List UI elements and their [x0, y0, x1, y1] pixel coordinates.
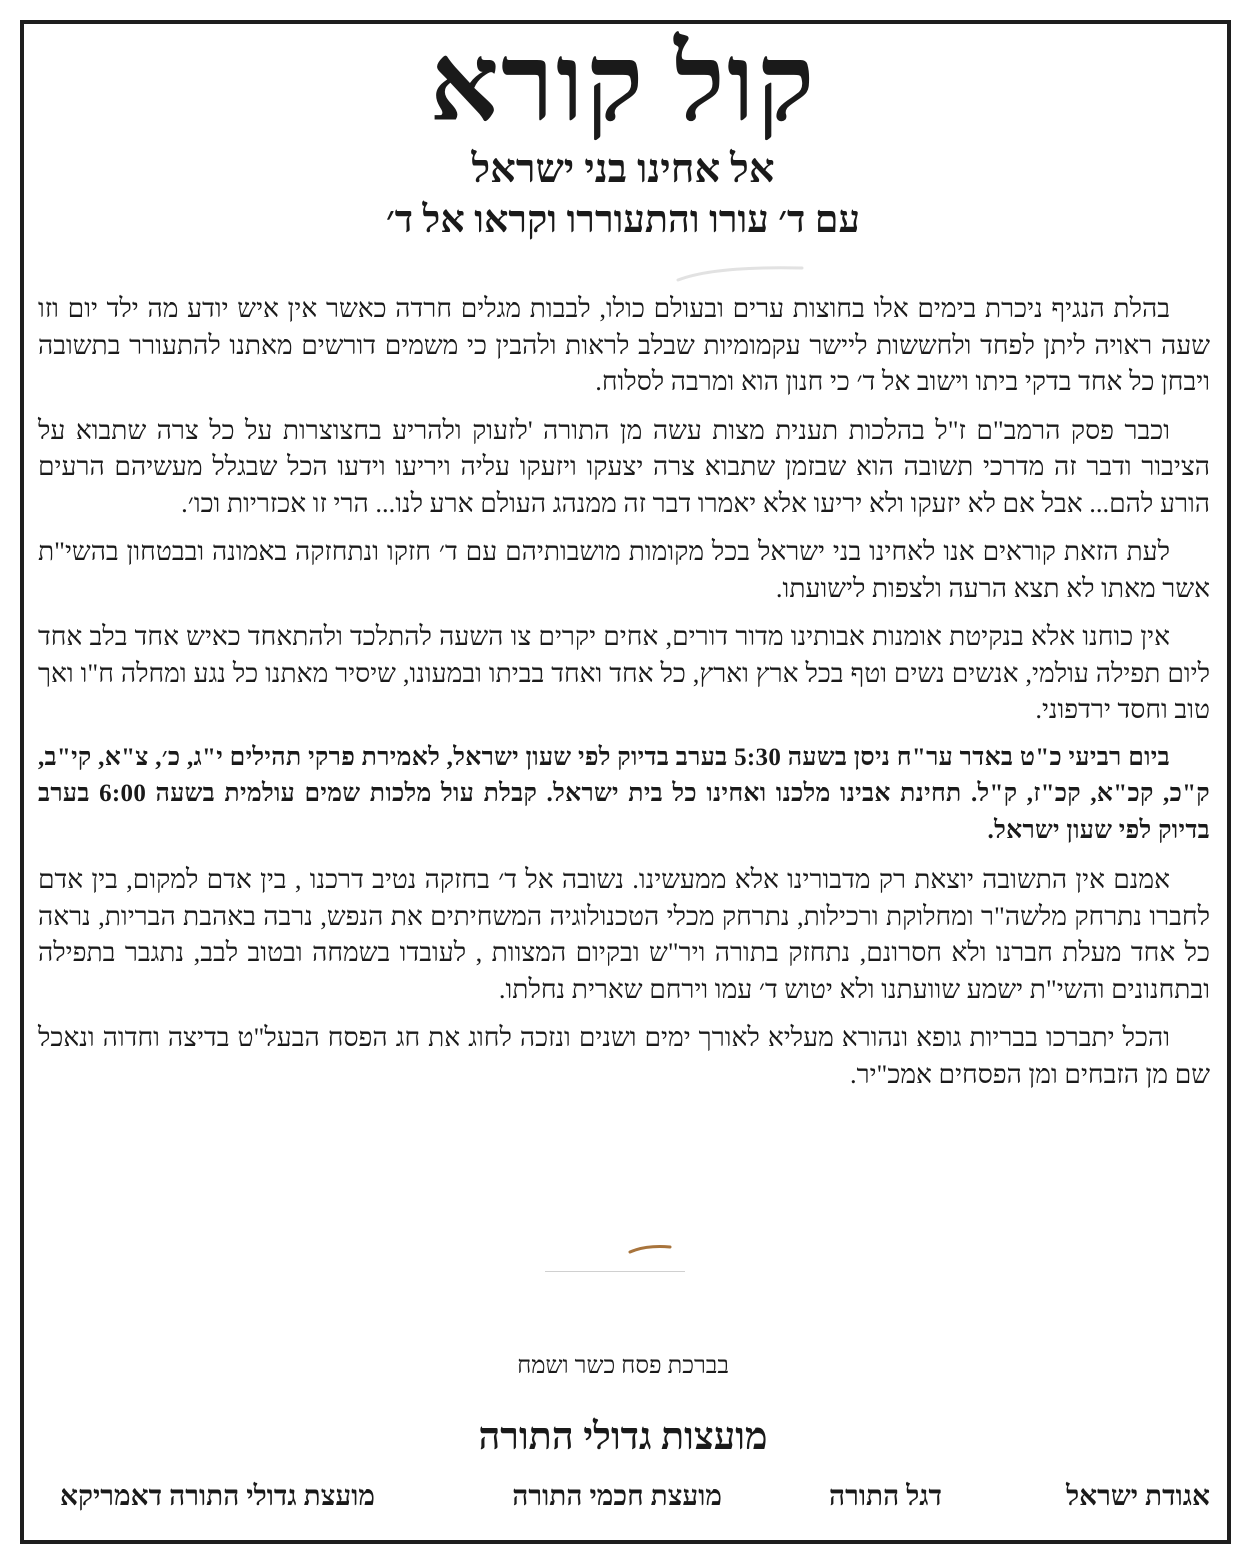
paragraph-unity: אין כוחנו אלא בנקיטת אומנות אבותינו מדור דורים, אחים יקרים צו השעה להתלכד ולהתאחד כאיש אחד בלב אחד ליום תפילה עולמי, אנשים נשים וטף בכל ארץ וארץ, כל אחד ואחד בביתו ובמעונו, שיסיר מאתנו כל נגע ומחלה ח"ו ואך טוב וחסד ירדפוני.: [38, 621, 1210, 724]
subtitle-call: עם ד׳ עורו והתעוררו וקראו אל ד׳: [386, 199, 860, 241]
decorative-curve-mark: [674, 262, 806, 282]
paragraph-rambam: וכבר פסק הרמב"ם ז"ל בהלכות תענית מצות עשה מן התורה 'לזעוק ולהריע בחצוצרות על כל צרה שתבוא על הציבור ודבר זה מדרכי תשובה הוא שבזמן שתבוא צרה יצעקו ויזעקו עליה ויריעו וידעו הכל שבגלל מעשיהם הרעים הורע להם... אבל אם לא יזעקו ולא יריעו אלא יאמרו דבר זה ממנהג העולם ארע לנו... הרי זו אכזריות וכו׳.: [38, 414, 1210, 518]
document-title: קול קורא: [429, 25, 817, 144]
paragraph-repentance: אמנם אין התשובה יוצאת רק מדבורינו אלא ממעשינו. נשובה אל ד׳ בחזקה נטיב דרכנו , בין אדם למקום, בין אדם לחברו נתרחק מלשה"ר ומחלוקת ורכילות, נתרחק מכלי הטכנולוגיה המשחיתים את הנפש, נרבה באהבת הבריות, נראה כל אחד מעלת חברנו ולא חסרונם, נתחזק בתורה ויר"ש ובקיום המצוות , לעובדו בשמחה ובטוב לבב, נתגבר בתפילה ובתחנונים והשי"ת ישמע שוועתנו ולא יטוש ד׳ עמו וירחם שארית נחלתו.: [38, 864, 1210, 1004]
pen-stroke-mark: [628, 1244, 672, 1254]
signatory-agudat-israel: אגודת ישראל: [1066, 1481, 1210, 1512]
paragraph-epidemic: בהלת הנגיף ניכרת בימים אלו בחוצות ערים ובעולם כולו, לבבות מגלים חרדה כאשר אין איש יודע מה ילד יום וזו שעה ראויה ליתן לפחד ולחששות ליישר עקמומיות שבלב לראות ולהבין כי משמים דורשים מאתנו להתעורר בתשובה ויבחן כל אחד בדקי ביתו וישוב אל ד׳ כי חנון הוא ומרבה לסלוח.: [38, 293, 1210, 396]
signatory-moetzet-gedolei-hatorah-america: מועצת גדולי התורה דאמריקא: [60, 1481, 375, 1512]
document-body: [38, 290, 1210, 1104]
signatory-degel-hatorah: דגל התורה: [828, 1481, 942, 1512]
paragraph-prayer-schedule: ביום רביעי כ"ט באדר ער"ח ניסן בשעה 5:30 בערב בדיוק לפי שעון ישראל, לאמירת פרקי תהילים י"ג, כ׳, צ"א, קי"ב, ק"כ, קכ"א, קכ"ז, ק"ל. תחינת אבינו מלכנו ואחינו כל בית ישראל. קבלת עול מלכות שמים עולמית בשעה 6:00 בערב בדיוק לפי שעון ישראל.: [38, 743, 1210, 844]
council-name: מועצות גדולי התורה: [478, 1416, 768, 1458]
signatory-moetzet-chachmei-hatorah: מועצת חכמי התורה: [512, 1481, 722, 1512]
subtitle-addressee: אל אחינו בני ישראל: [471, 146, 775, 191]
paragraph-blessing: והכל יתברכו בבריות גופא ונהורא מעליא לאורך ימים ושנים ונזכה לחוג את חג הפסח הבעל"ט בדיצה וחדוה ונאכל שם מן הזבחים ומן הפסחים אמכ"יר.: [38, 1022, 1210, 1089]
paragraph-call-to-faith: לעת הזאת קוראים אנו לאחינו בני ישראל בכל מקומות מושבותיהם עם ד׳ חזקו ונתחזקה באמונה ובבטחון בהשי"ת אשר מאתו לא תצא הרעה ולצפות לישועתו.: [38, 536, 1210, 603]
signatories: [38, 1479, 1210, 1519]
greeting: בברכת פסח כשר ושמח: [517, 1353, 729, 1379]
faint-underline-mark: [545, 1271, 685, 1272]
